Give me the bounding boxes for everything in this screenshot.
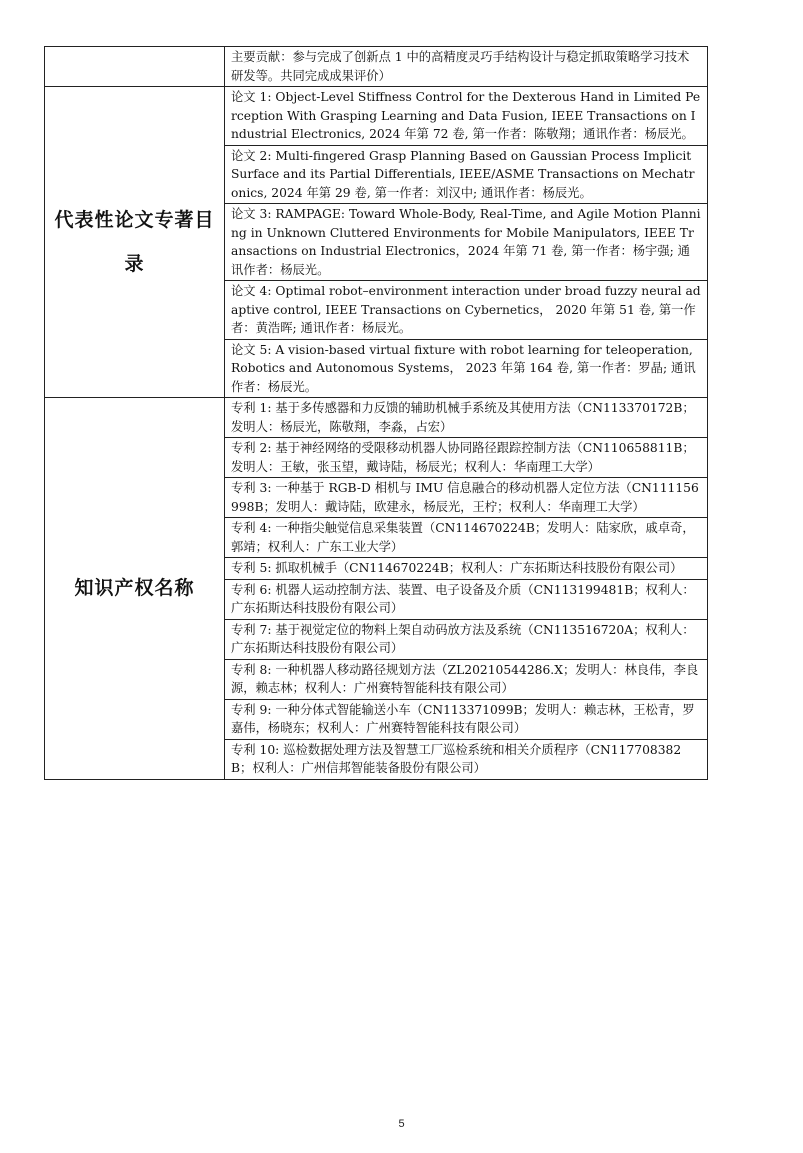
paper-cell (225, 204, 708, 281)
achievement-table (44, 46, 708, 780)
patent-entry: 专利 4: 一种指尖触觉信息采集装置（CN114670224B；发明人：陆家欣，戚卓奇，郭靖；权利人：广东工业大学） (231, 521, 695, 554)
paper-entry: 论文 3: RAMPAGE: Toward Whole-Body, Real-Time, and Agile Motion Planning in Unknown Cluttered Environments for Mobile Manipulators, IEEE Transactions on Industrial Electronics，2024 年第 71 卷, 第一作者：杨宇强; 通讯作者：杨辰光。 (231, 207, 701, 277)
patent-entry: 专利 10: 巡检数据处理方法及智慧工厂巡检系统和相关介质程序（CN117708382B；权利人：广州信邦智能装备股份有限公司） (231, 742, 682, 775)
paper-entry: 论文 5: A vision-based virtual fixture with robot learning for teleoperation, Robotics and Autonomous Systems， 2023 年第 164 卷, 第一作者：罗晶; 通讯作者：杨辰光。 (231, 342, 696, 394)
contribution-cell (225, 47, 708, 87)
patent-cell (225, 558, 708, 580)
patents-section-label: 知识产权名称 (74, 577, 195, 600)
contribution-text: 主要贡献：参与完成了创新点 1 中的高精度灵巧手结构设计与稳定抓取策略学习技术研发等。共同完成成果评价） (231, 50, 690, 83)
patent-cell (225, 518, 708, 558)
patent-entry: 专利 1: 基于多传感器和力反馈的辅助机械手系统及其使用方法（CN113370172B；发明人：杨辰光，陈敬翔，李淼，占宏） (231, 401, 695, 434)
patent-cell (225, 398, 708, 438)
page-number: 5 (398, 1118, 405, 1130)
patent-entry: 专利 6: 机器人运动控制方法、装置、电子设备及介质（CN113199481B；权利人：广东拓斯达科技股份有限公司） (231, 582, 695, 615)
patent-cell (225, 659, 708, 699)
patent-cell (225, 438, 708, 478)
paper-cell (225, 87, 708, 146)
papers-section-label: 代表性论文专著目录 (54, 209, 215, 275)
paper-row (45, 87, 708, 146)
papers-label-cell (45, 87, 225, 398)
patent-cell (225, 579, 708, 619)
patent-cell (225, 699, 708, 739)
patents-label-cell (45, 398, 225, 780)
paper-entry: 论文 1: Object-Level Stiffness Control for the Dexterous Hand in Limited Perception With Grasping Learning and Data Fusion, IEEE Transactions on Industrial Electronics, 2024 年第 72 卷, 第一作者：陈敬翔；通讯作者：杨辰光。 (231, 90, 701, 141)
patent-entry: 专利 5: 抓取机械手（CN114670224B；权利人：广东拓斯达科技股份有限公司） (231, 561, 683, 575)
paper-entry: 论文 2: Multi-fingered Grasp Planning Based on Gaussian Process Implicit Surface and its Partial Differentials, IEEE/ASME Transactions on Mechatronics, 2024 年第 29 卷, 第一作者：刘汉中; 通讯作者：杨辰光。 (231, 148, 695, 200)
patent-entry: 专利 2: 基于神经网络的受限移动机器人协同路径跟踪控制方法（CN110658811B；发明人：王敏，张玉望，戴诗陆，杨辰光；权利人：华南理工大学） (231, 441, 695, 474)
paper-cell (225, 339, 708, 398)
patent-entry: 专利 9: 一种分体式智能输送小车（CN113371099B；发明人：赖志林，王松青，罗嘉伟，杨晓东；权利人：广州赛特智能科技有限公司） (231, 702, 695, 735)
paper-entry: 论文 4: Optimal robot–environment interaction under broad fuzzy neural adaptive control, IEEE Transactions on Cybernetics， 2020 年第 51 卷, 第一作者：黄浩晖; 通讯作者：杨辰光。 (231, 284, 701, 335)
contribution-row (45, 47, 708, 87)
patent-row (45, 398, 708, 438)
empty-label-cell (45, 47, 225, 87)
patent-entry: 专利 7: 基于视觉定位的物料上架自动码放方法及系统（CN113516720A；权利人：广东拓斯达科技股份有限公司） (231, 622, 695, 655)
patent-cell (225, 739, 708, 779)
patent-cell (225, 478, 708, 518)
patent-entry: 专利 8: 一种机器人移动路径规划方法（ZL20210544286.X；发明人：林良伟，李良源，赖志林；权利人：广州赛特智能科技有限公司） (231, 662, 699, 695)
patent-entry: 专利 3: 一种基于 RGB-D 相机与 IMU 信息融合的移动机器人定位方法（CN111156998B；发明人：戴诗陆，欧建永，杨辰光，王柠；权利人：华南理工大学） (231, 481, 699, 514)
patent-cell (225, 619, 708, 659)
paper-cell (225, 281, 708, 340)
paper-cell (225, 145, 708, 204)
